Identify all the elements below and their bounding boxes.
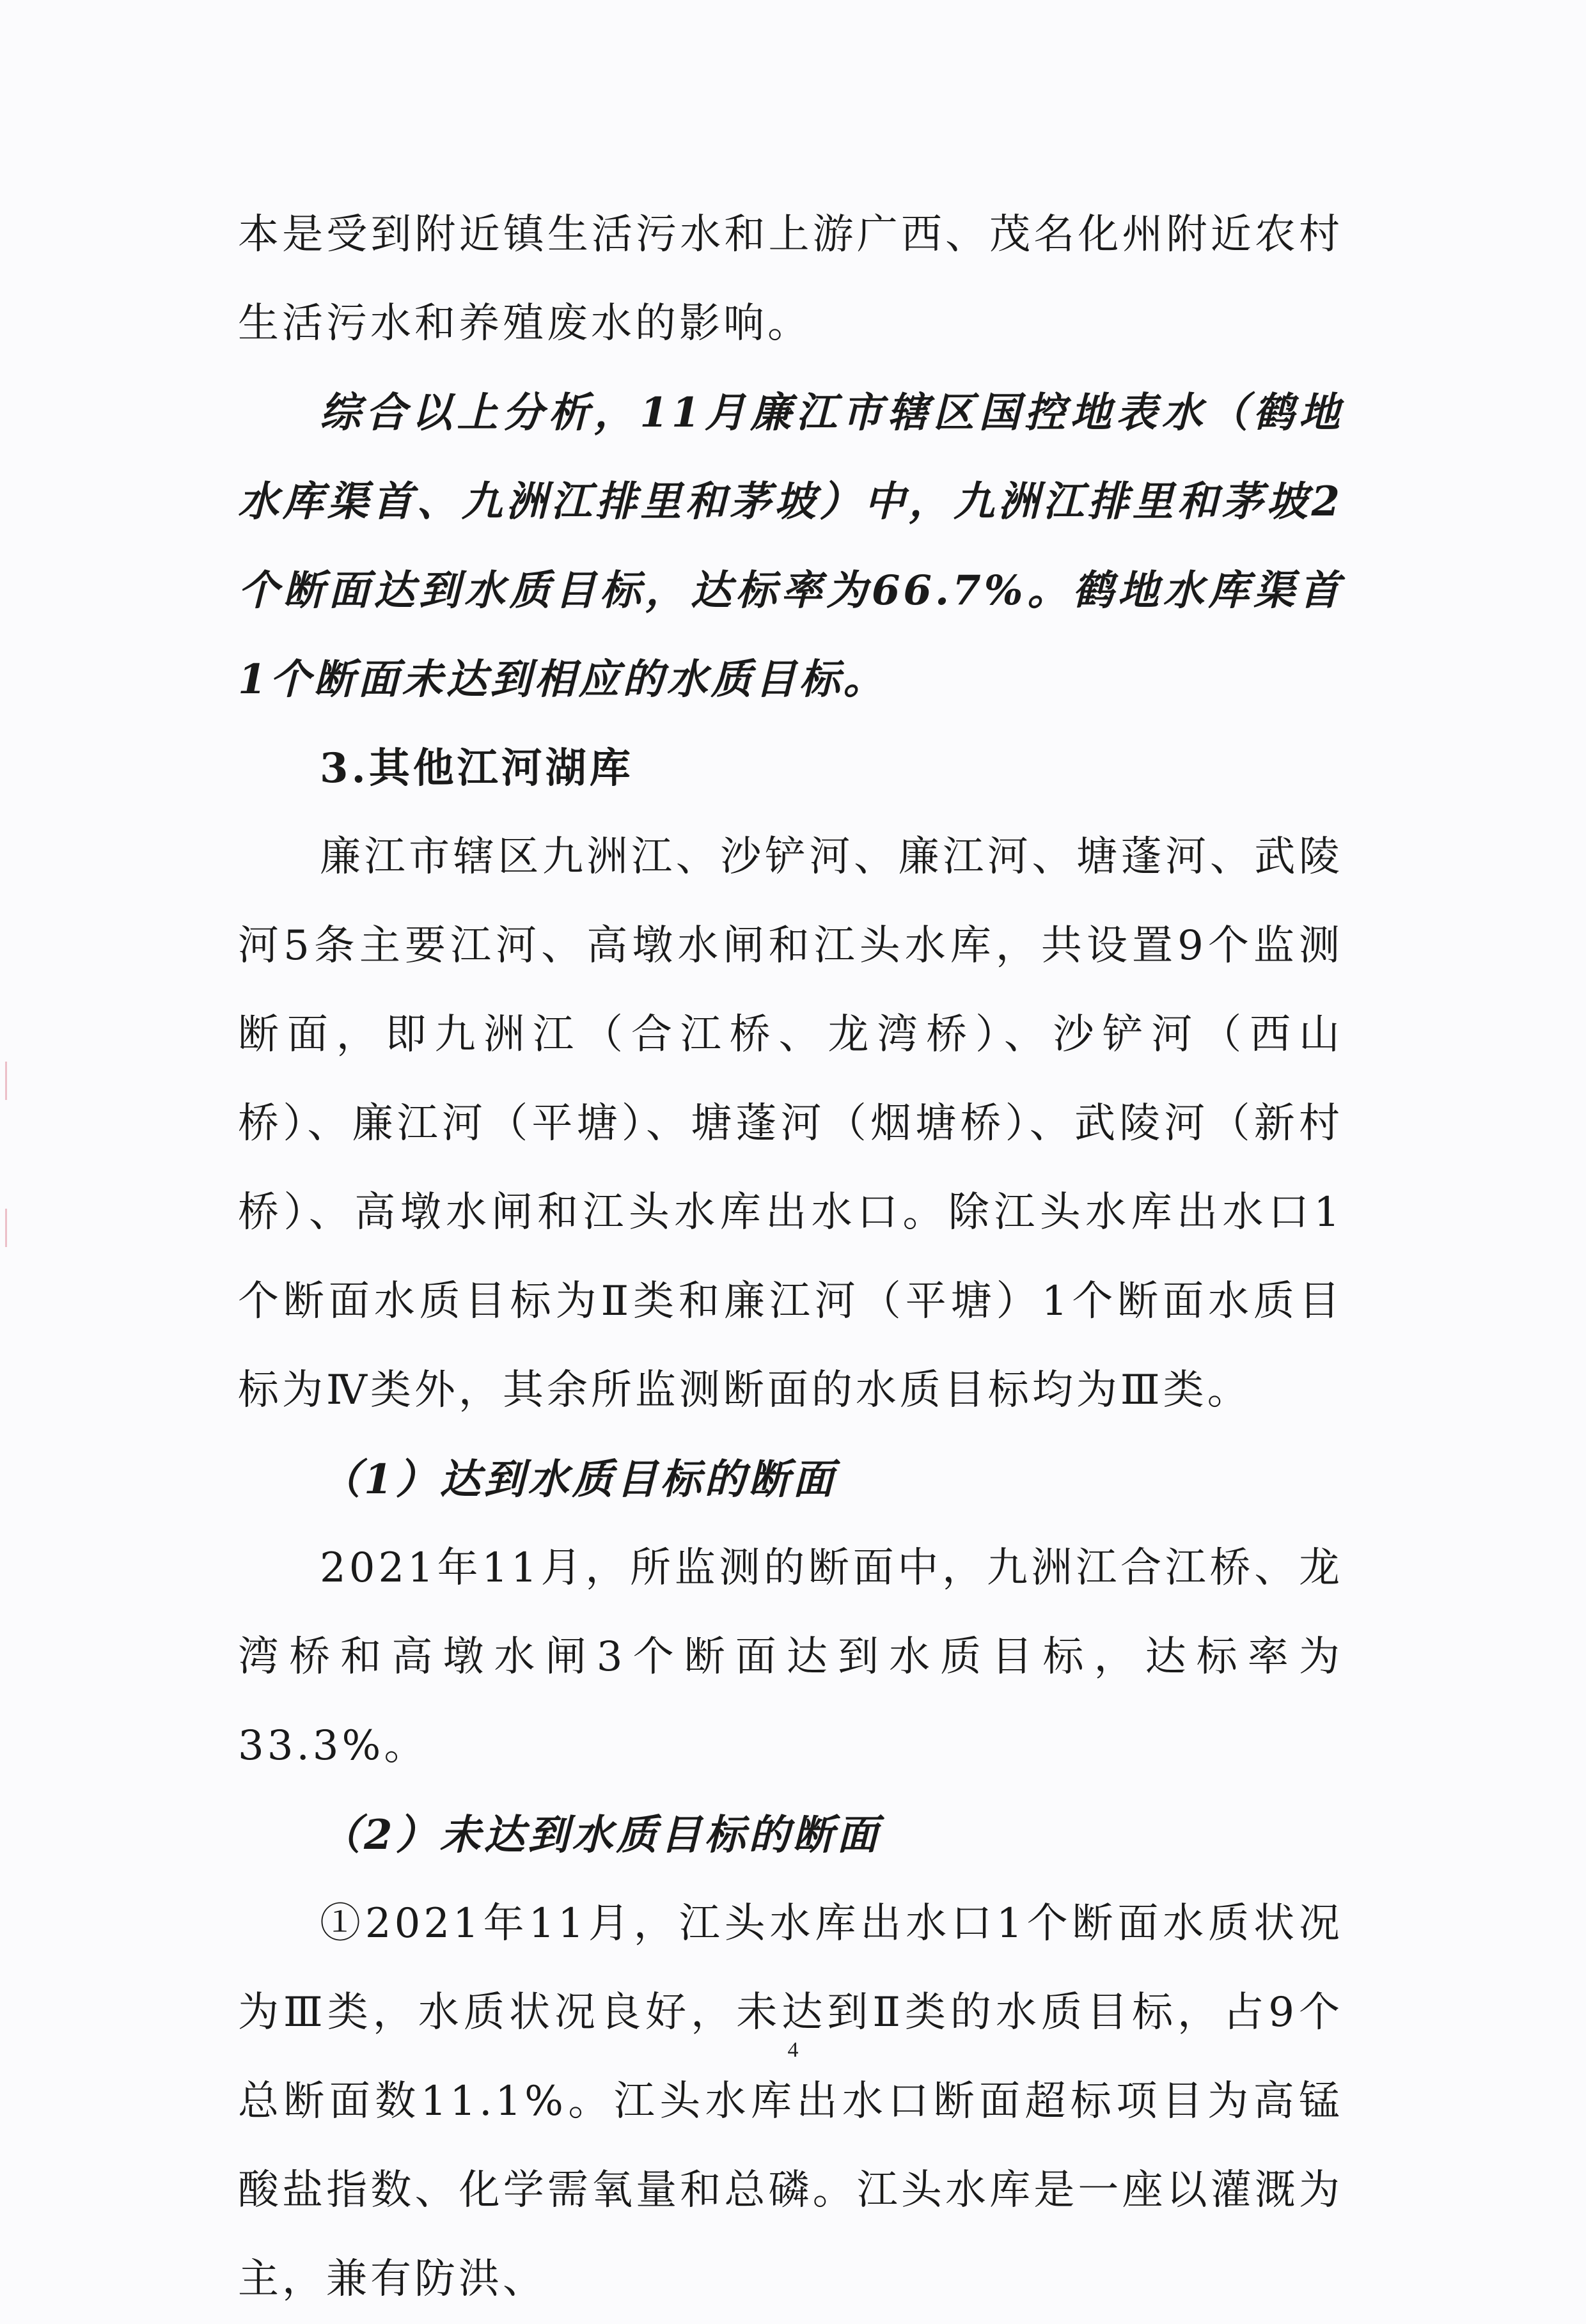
paragraph-monitoring-sections: 廉江市辖区九洲江、沙铲河、廉江河、塘蓬河、武陵河5条主要江河、高墩水闸和江头水库，共设置9个监测断面，即九洲江（合江桥、龙湾桥）、沙铲河（西山桥）、廉江河（平塘）、塘蓬河（烟塘桥）、武陵河（新村桥）、高墩水闸和江头水库出水口。除江头水库出水口1个断面水质目标为Ⅱ类和廉江河（平塘）1个断面水质目标为Ⅳ类外，其余所监测断面的水质目标均为Ⅲ类。 [238, 833, 1343, 1414]
page-number: 4 [787, 2038, 799, 2062]
paragraph-continuation: 本是受到附近镇生活污水和上游广西、茂名化州附近农村生活污水和养殖废水的影响。 [238, 211, 1343, 347]
margin-mark [5, 1062, 25, 1100]
paragraph-met-targets: 2021年11月，所监测的断面中，九洲江合江桥、龙湾桥和高墩水闸3个断面达到水质目标，达标率为33.3%。 [238, 1544, 1343, 1770]
subheading-unmet-targets: （2）未达到水质目标的断面 [320, 1811, 881, 1859]
paragraph-summary: 综合以上分析，11月廉江市辖区国控地表水（鹤地水库渠首、九洲江排里和茅坡）中，九洲江排里和茅坡2个断面达到水质目标，达标率为66.7%。鹤地水库渠首1个断面未达到相应的水质目标。 [238, 389, 1343, 703]
body-text [238, 191, 1343, 2324]
section-heading-other-rivers: 3.其他江河湖库 [320, 744, 634, 792]
paragraph-unmet-targets: ①2021年11月，江头水库出水口1个断面水质状况为Ⅲ类，水质状况良好，未达到Ⅱ类的水质目标，占9个总断面数11.1%。江头水库出水口断面超标项目为高锰酸盐指数、化学需氧量和总磷。江头水库是一座以灌溉为主，兼有防洪、 [238, 1900, 1343, 2303]
margin-mark [5, 1209, 25, 1247]
subheading-met-targets: （1）达到水质目标的断面 [320, 1456, 837, 1504]
